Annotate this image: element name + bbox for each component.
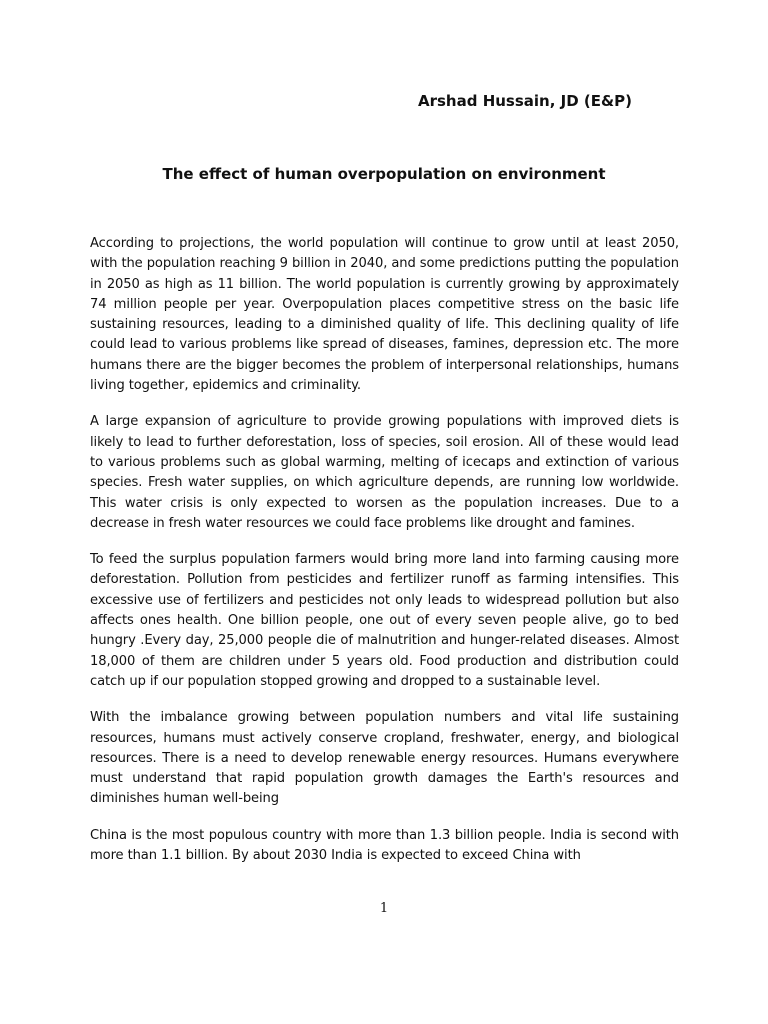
page-number: 1 xyxy=(379,901,389,916)
paragraph-5: China is the most populous country with more than 1.3 billion people. India is second with more than 1.1 billion. By about 2030 India is expected to exceed China with xyxy=(90,827,679,864)
document-title: The effect of human overpopulation on environment xyxy=(162,165,606,183)
paragraph-3: To feed the surplus population farmers would bring more land into farming causing more deforestation. Pollution from pesticides and fertilizer runoff as farming intensifies. This excessive use of fertilizers and pesticides not only leads to widespread pollution but also affects ones health. One billion people, one out of every seven people alive, go to bed hungry .Every day, 25,000 people die of malnutrition and hunger-related diseases. Almost 18,000 of them are children under 5 years old. Food production and distribution could catch up if our population stopped growing and dropped to a sustainable level. xyxy=(90,552,679,689)
paragraph-4: With the imbalance growing between population numbers and vital life sustaining resources, humans must actively conserve cropland, freshwater, energy, and biological resources. There is a need to develop renewable energy resources. Humans everywhere must understand that rapid population growth damages the Earth's resources and diminishes human well-being xyxy=(90,710,679,807)
author-line: Arshad Hussain, JD (E&P) xyxy=(418,92,632,110)
paragraph-1: According to projections, the world population will continue to grow until at least 2050, with the population reaching 9 billion in 2040, and some predictions putting the population in 2050 as high as 11 billion. The world population is currently growing by approximately 74 million people per year. Overpopulation places competitive stress on the basic life sustaining resources, leading to a diminished quality of life. This declining quality of life could lead to various problems like spread of diseases, famines, depression etc. The more humans there are the bigger becomes the problem of interpersonal relationships, humans living together, epidemics and criminality. xyxy=(90,236,679,394)
paragraph-2: A large expansion of agriculture to provide growing populations with improved diets is likely to lead to further deforestation, loss of species, soil erosion. All of these would lead to various problems such as global warming, melting of icecaps and extinction of various species. Fresh water supplies, on which agriculture depends, are running low worldwide. This water crisis is only expected to worsen as the population increases. Due to a decrease in fresh water resources we could face problems like drought and famines. xyxy=(90,414,679,531)
document-body xyxy=(90,234,679,882)
